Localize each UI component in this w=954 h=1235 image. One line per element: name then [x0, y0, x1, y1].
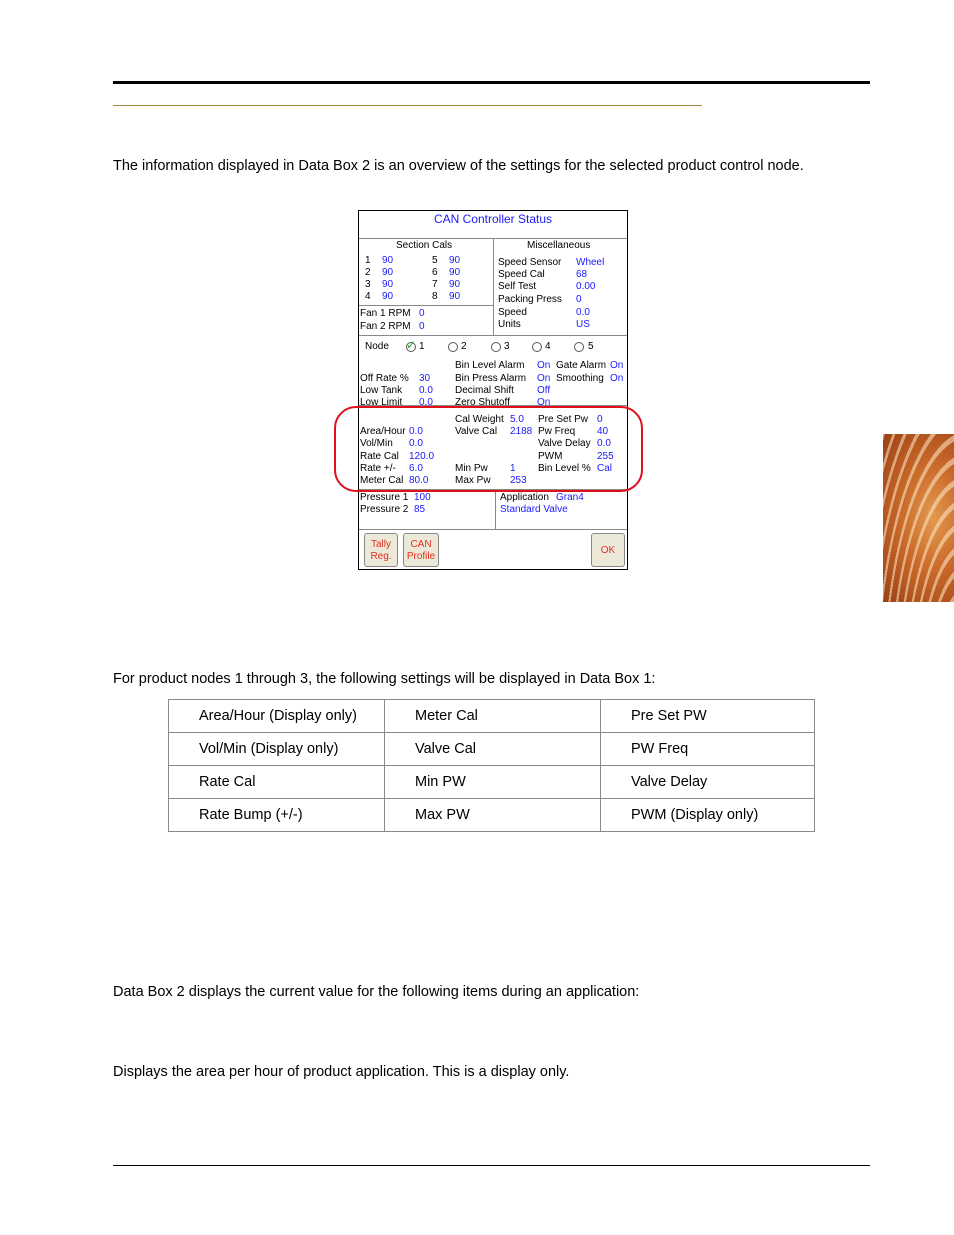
section-cal-number: 8	[432, 291, 438, 302]
section-cal-value: 90	[449, 267, 461, 278]
pwm-value: 255	[597, 451, 614, 462]
intro-paragraph: The information displayed in Data Box 2 is an overview of the settings for the selected product control node.	[113, 158, 804, 174]
misc-label: Self Test	[498, 281, 537, 292]
low-tank-value: 0.0	[419, 385, 433, 396]
node-3-label: 3	[504, 341, 510, 352]
table-cell: Valve Cal	[385, 733, 601, 766]
rate-bump-label: Rate +/-	[360, 463, 396, 474]
node-1-label: 1	[419, 341, 425, 352]
max-pw-value: 253	[510, 475, 527, 486]
divider	[359, 529, 628, 530]
table-cell: Max PW	[385, 799, 601, 832]
footer-rule	[113, 1165, 870, 1166]
section-cal-number: 7	[432, 279, 438, 290]
section-cal-number: 6	[432, 267, 438, 278]
pressure1-label: Pressure 1	[360, 492, 409, 503]
screen-title: CAN Controller Status	[433, 212, 553, 226]
table-row	[169, 733, 815, 766]
tally-reg-line1: Tally	[370, 539, 391, 550]
section-cal-number: 2	[365, 267, 371, 278]
off-rate-value: 30	[419, 373, 431, 384]
decimal-shift-value: Off	[537, 385, 551, 396]
rate-bump-value: 6.0	[409, 463, 423, 474]
tally-reg-line2: Reg.	[370, 551, 392, 562]
divider	[493, 238, 494, 335]
table-cell: Pre Set PW	[601, 700, 815, 733]
misc-header: Miscellaneous	[527, 240, 591, 251]
table-row	[169, 700, 815, 733]
node-2-label: 2	[461, 341, 467, 352]
min-pw-label: Min Pw	[455, 463, 488, 474]
zero-shutoff-label: Zero Shutoff	[455, 397, 510, 405]
valve-type-value: Standard Valve	[500, 504, 568, 515]
nodes-paragraph: For product nodes 1 through 3, the following settings will be displayed in Data Box 1:	[113, 671, 656, 687]
section-cal-number: 4	[365, 291, 371, 302]
ok-button[interactable]	[591, 533, 625, 567]
decimal-shift-label: Decimal Shift	[455, 385, 514, 396]
smoothing-label: Smoothing	[556, 373, 604, 384]
bin-level-alarm-label: Bin Level Alarm	[455, 360, 525, 371]
divider	[495, 489, 496, 529]
section-cal-value: 90	[449, 255, 461, 266]
gate-alarm-label: Gate Alarm	[556, 360, 607, 371]
can-profile-line2: Profile	[406, 551, 436, 562]
bin-press-alarm-label: Bin Press Alarm	[455, 373, 527, 384]
cal-weight-value: 5.0	[510, 414, 524, 425]
node-4-radio[interactable]	[532, 342, 542, 352]
highlight-oval	[334, 406, 643, 492]
application-label: Application	[500, 492, 549, 503]
section-cal-value: 90	[382, 267, 394, 278]
section-cal-number: 3	[365, 279, 371, 290]
table-cell: Vol/Min (Display only)	[169, 733, 385, 766]
bin-level-pct-value: Cal	[597, 463, 613, 474]
rate-cal-label: Rate Cal	[360, 451, 399, 462]
area-hour-paragraph: Displays the area per hour of product application. This is a display only.	[113, 1064, 570, 1080]
gate-alarm-value: On	[610, 360, 624, 371]
area-hour-value: 0.0	[409, 426, 423, 437]
pressure1-value: 100	[414, 492, 431, 503]
table-row	[169, 799, 815, 832]
pwm-label: PWM	[538, 451, 563, 462]
cal-weight-label: Cal Weight	[455, 414, 504, 425]
misc-label: Speed	[498, 307, 527, 318]
max-pw-label: Max Pw	[455, 475, 491, 486]
valve-delay-label: Valve Delay	[538, 438, 591, 449]
section-cal-number: 5	[432, 255, 438, 266]
node-3-radio[interactable]	[491, 342, 501, 352]
node-5-radio[interactable]	[574, 342, 584, 352]
table-row	[169, 766, 815, 799]
misc-label: Speed Sensor	[498, 257, 562, 268]
check-icon: ✓	[406, 338, 417, 352]
section-heading-rule	[113, 105, 702, 106]
can-profile-button[interactable]	[403, 533, 439, 567]
misc-value: 68	[576, 269, 588, 280]
zero-shutoff-value: On	[537, 397, 551, 405]
bin-press-alarm-value: On	[537, 373, 551, 384]
fan1-value: 0	[419, 308, 425, 319]
meter-cal-label: Meter Cal	[360, 475, 404, 486]
fan2-value: 0	[419, 321, 425, 332]
table-cell: Rate Bump (+/-)	[169, 799, 385, 832]
table-cell: Rate Cal	[169, 766, 385, 799]
low-limit-value: 0.0	[419, 397, 433, 405]
misc-label: Units	[498, 319, 521, 330]
min-pw-value: 1	[510, 463, 516, 474]
fan1-label: Fan 1 RPM	[360, 308, 411, 319]
misc-label: Speed Cal	[498, 269, 545, 280]
misc-value: 0.00	[576, 281, 596, 292]
can-profile-line1: CAN	[410, 539, 432, 550]
settings-table	[168, 699, 815, 832]
node-2-radio[interactable]	[448, 342, 458, 352]
table-cell: PW Freq	[601, 733, 815, 766]
pre-set-pw-label: Pre Set Pw	[538, 414, 589, 425]
bin-level-alarm-value: On	[537, 360, 551, 371]
section-cal-number: 1	[365, 255, 371, 266]
node-4-label: 4	[545, 341, 551, 352]
valve-cal-label: Valve Cal	[455, 426, 498, 437]
section-cal-value: 90	[382, 255, 394, 266]
application-value: Gran4	[556, 492, 584, 503]
misc-value: 0	[576, 294, 582, 305]
misc-label: Packing Press	[498, 294, 562, 305]
tally-reg-button[interactable]	[364, 533, 398, 567]
table-cell: Valve Delay	[601, 766, 815, 799]
section-cals-header: Section Cals	[396, 240, 453, 251]
divider	[359, 335, 628, 336]
smoothing-value: On	[610, 373, 624, 384]
section-cal-value: 90	[382, 279, 394, 290]
section-cal-value: 90	[449, 291, 461, 302]
pw-freq-label: Pw Freq	[538, 426, 576, 437]
pressure2-label: Pressure 2	[360, 504, 409, 515]
valve-cal-value: 2188	[510, 426, 533, 437]
bin-level-pct-label: Bin Level %	[538, 463, 591, 474]
vol-min-label: Vol/Min	[360, 438, 393, 449]
table-cell: Meter Cal	[385, 700, 601, 733]
low-limit-label: Low Limit	[360, 397, 403, 405]
divider	[359, 305, 493, 306]
meter-cal-value: 80.0	[409, 475, 429, 486]
data-box-2-paragraph: Data Box 2 displays the current value for the following items during an application:	[113, 984, 640, 1000]
area-hour-label: Area/Hour	[360, 426, 406, 437]
ok-label: OK	[600, 545, 616, 556]
table-cell: PWM (Display only)	[601, 799, 815, 832]
pressure2-value: 85	[414, 504, 426, 515]
section-cal-value: 90	[382, 291, 394, 302]
low-tank-label: Low Tank	[360, 385, 403, 396]
header-rule	[113, 81, 870, 84]
off-rate-label: Off Rate %	[360, 373, 409, 384]
pw-freq-value: 40	[597, 426, 609, 437]
misc-value: US	[576, 319, 590, 330]
vol-min-value: 0.0	[409, 438, 423, 449]
misc-value: 0.0	[576, 307, 590, 318]
chapter-tab-image	[883, 434, 954, 602]
fan2-label: Fan 2 RPM	[360, 321, 411, 332]
table-cell: Min PW	[385, 766, 601, 799]
valve-delay-value: 0.0	[597, 438, 611, 449]
can-controller-status-screenshot	[358, 210, 628, 570]
misc-value: Wheel	[576, 257, 605, 268]
rate-cal-value: 120.0	[409, 451, 435, 462]
node-5-label: 5	[588, 341, 594, 352]
table-cell: Area/Hour (Display only)	[169, 700, 385, 733]
pre-set-pw-value: 0	[597, 414, 603, 425]
section-cal-value: 90	[449, 279, 461, 290]
node-label: Node	[365, 341, 389, 352]
